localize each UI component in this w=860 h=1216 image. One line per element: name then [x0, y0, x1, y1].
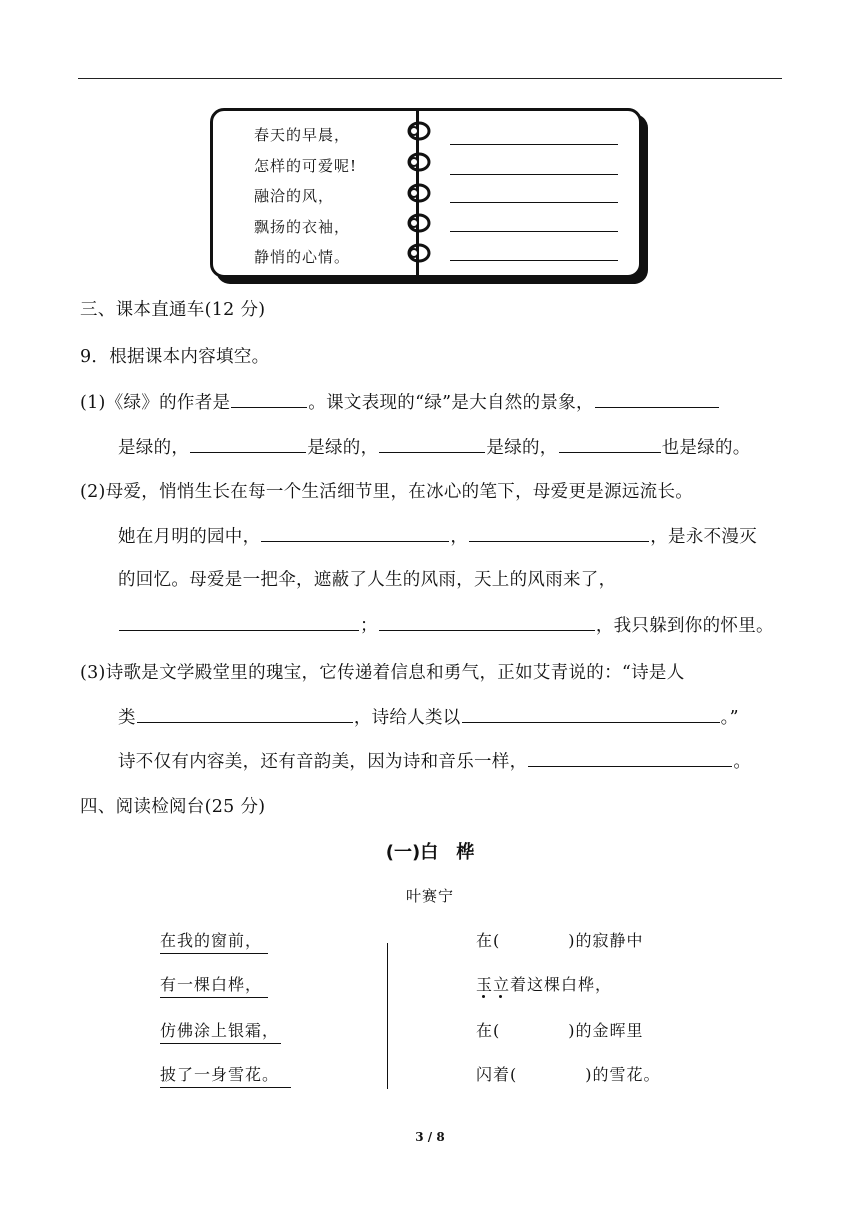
poem-line: 在我的窗前，	[160, 928, 268, 954]
text: ，诗给人类以	[353, 708, 461, 728]
poem-line-with-blank[interactable]: 在( )的寂静中	[476, 931, 644, 950]
question-9-3-line2	[118, 704, 739, 729]
notebook-answer-line[interactable]	[450, 174, 618, 175]
text: 。”	[720, 708, 739, 728]
poem-line	[476, 972, 612, 995]
poem-author: 叶赛宁	[405, 887, 454, 905]
section3-heading: 三、课本直通车(12 分)	[80, 300, 266, 320]
answer-blank[interactable]	[261, 523, 449, 542]
notebook-answer-line[interactable]	[450, 202, 618, 203]
spiral-ring-icon	[406, 212, 432, 234]
text: ；	[360, 616, 378, 636]
question-9-2-line2	[118, 523, 757, 548]
emphasis-dot	[499, 995, 502, 998]
text: 是绿的，	[486, 438, 558, 458]
question-9-1-line1	[80, 389, 720, 414]
text: 类	[118, 708, 136, 728]
text: ，我只躲到你的怀里。	[595, 616, 774, 636]
text: 。课文表现的“绿”是大自然的景象，	[308, 393, 594, 413]
poem-line: 有一棵白桦，	[160, 972, 268, 998]
emphasis-text: 玉立着这棵白桦，	[476, 975, 613, 994]
answer-blank[interactable]	[559, 434, 661, 453]
answer-blank[interactable]	[469, 523, 649, 542]
page-number: 3 / 8	[415, 1130, 445, 1144]
notebook-answer-line[interactable]	[450, 260, 618, 261]
answer-blank[interactable]	[595, 389, 719, 408]
spiral-ring-icon	[406, 151, 432, 173]
question-9: 9．根据课本内容填空。	[80, 347, 270, 367]
question-9-1-line2	[118, 434, 751, 459]
question-9-2-line4	[118, 612, 774, 637]
question-9-2-line3: 的回忆。母爱是一把伞，遮蔽了人生的风雨，天上的风雨来了，	[118, 570, 617, 590]
answer-blank[interactable]	[462, 704, 720, 723]
text: 。	[733, 752, 752, 772]
text: ，	[450, 527, 469, 547]
question-9-3-line1: (3)诗歌是文学殿堂里的瑰宝，它传递着信息和勇气，正如艾青说的：“诗是人	[80, 663, 685, 683]
spiral-ring-icon	[406, 242, 432, 264]
poem-line-with-blank[interactable]: 在( )的金晖里	[476, 1021, 644, 1040]
poem-line-with-blank[interactable]: 闪着( )的雪花。	[476, 1065, 661, 1084]
answer-blank[interactable]	[379, 612, 595, 631]
text: 她在月明的园中，	[118, 527, 261, 547]
text: 是绿的，	[118, 438, 190, 458]
header-rule	[78, 78, 782, 79]
column-divider	[387, 943, 388, 1089]
notebook-answer-line[interactable]	[450, 144, 618, 145]
notebook-poem-line: 融洽的风，	[254, 187, 335, 205]
poem-line: 披了一身雪花。	[160, 1062, 291, 1088]
notebook-answer-line[interactable]	[450, 231, 618, 232]
question-9-2-line1: (2)母爱，悄悄生长在每一个生活细节里，在冰心的笔下，母爱更是源远流长。	[80, 482, 694, 502]
notebook-poem-line: 怎样的可爱呢!	[254, 156, 358, 175]
text: (1)《绿》的作者是	[80, 393, 231, 413]
poem-title: (一)白 桦	[385, 842, 475, 863]
text: 也是绿的。	[661, 438, 751, 458]
answer-blank[interactable]	[231, 389, 307, 408]
notebook-poem-line: 飘扬的衣袖，	[254, 217, 351, 236]
poem-line: 仿佛涂上银霜，	[160, 1018, 281, 1044]
answer-blank[interactable]	[119, 612, 359, 631]
answer-blank[interactable]	[379, 434, 485, 453]
question-9-3-line3	[118, 748, 751, 773]
text: ，是永不漫灭	[650, 527, 758, 547]
text: 诗不仅有内容美，还有音韵美，因为诗和音乐一样，	[118, 752, 528, 772]
spiral-ring-icon	[406, 120, 432, 142]
section4-heading: 四、阅读检阅台(25 分)	[80, 797, 266, 817]
spiral-ring-icon	[406, 182, 432, 204]
answer-blank[interactable]	[190, 434, 306, 453]
notebook-illustration	[210, 108, 642, 278]
notebook-poem-line: 静悄的心情。	[254, 248, 351, 266]
emphasis-dot	[482, 995, 485, 998]
notebook-poem-line: 春天的早晨，	[254, 126, 351, 144]
answer-blank[interactable]	[137, 704, 353, 723]
answer-blank[interactable]	[528, 748, 732, 767]
notebook-poem	[254, 120, 357, 273]
text: 是绿的，	[307, 438, 379, 458]
